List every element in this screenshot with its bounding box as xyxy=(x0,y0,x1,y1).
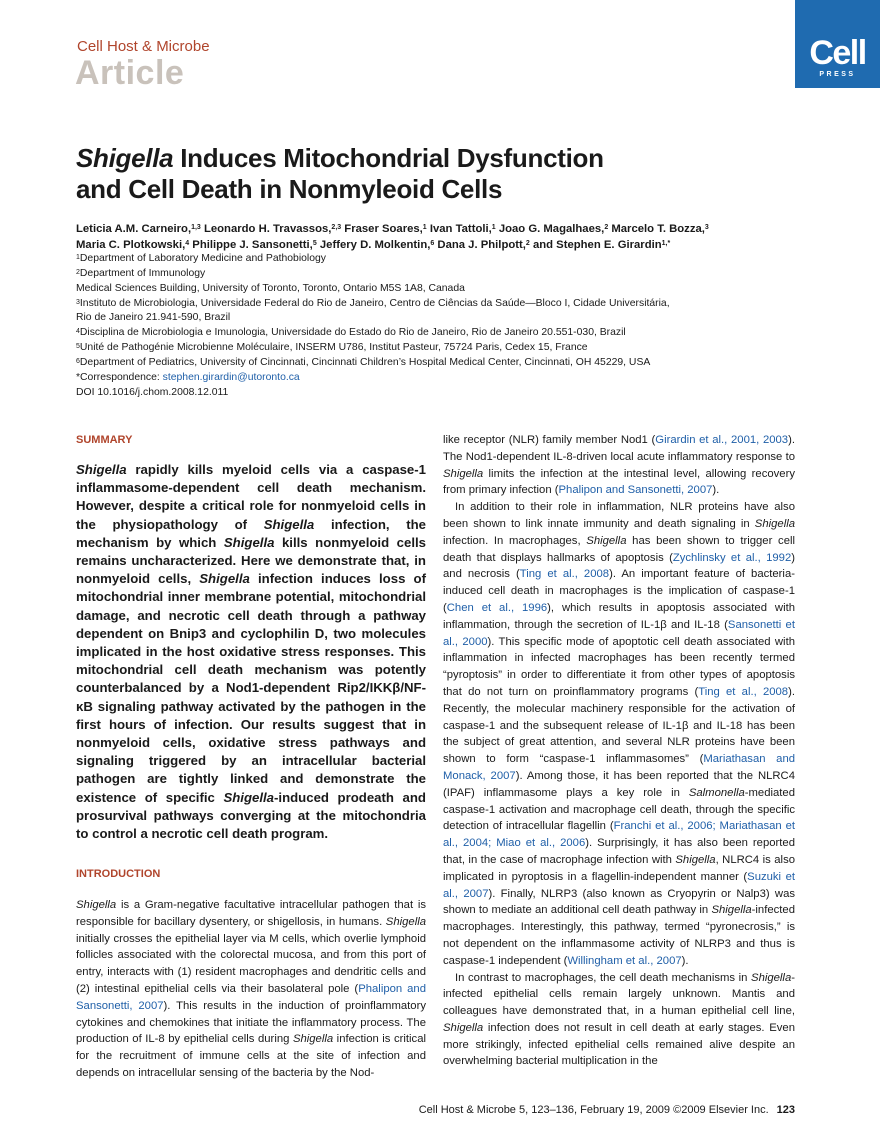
correspondence-email-link[interactable]: stephen.girardin@utoronto.ca xyxy=(162,371,300,383)
author-name: Leonardo H. Travassos, xyxy=(200,223,332,235)
correspondence-label: *Correspondence: xyxy=(76,371,163,383)
article-title xyxy=(76,143,716,205)
author-name: Fraser Soares, xyxy=(341,223,423,235)
affiliation xyxy=(76,282,801,297)
author-affil: 2 xyxy=(604,224,609,231)
logo-sub-text: PRESS xyxy=(819,71,856,78)
author-affil: 3 xyxy=(704,224,709,231)
author-name: Jeffery D. Molkentin, xyxy=(316,239,431,251)
author-affil: 2,3 xyxy=(331,224,342,231)
affil-text: Unité de Pathogénie Microbienne Moléculaire, INSERM U786, Institut Pasteur, 75724 Paris, Cedex 15, France xyxy=(79,342,588,354)
page-number: 123 xyxy=(776,1104,795,1116)
affiliation xyxy=(76,326,801,341)
affiliation xyxy=(76,252,801,267)
journal-name: Cell Host & Microbe xyxy=(77,38,210,55)
author-line-2 xyxy=(76,237,801,253)
author-name: and Stephen E. Girardin xyxy=(529,239,662,251)
title-line1-rest: Induces Mitochondrial Dysfunction xyxy=(173,143,604,173)
author-affil: 1,* xyxy=(661,240,671,247)
author-list xyxy=(76,221,801,253)
introduction-text-right: like receptor (NLR) family member Nod1 (Girardin et al., 2001, 2003). The Nod1-dependent IL-8-driven local acute inflammatory response to Shigella limits the infection at the intestinal level, allowing recovery from primary infection (Phalipon and Sansonetti, 2007). In addition to their role in inflammation, NLR proteins have also been shown to link innate immunity and death signaling in Shigella infection. In macrophages, Shigella has been shown to trigger cell death that displays hallmarks of apoptosis (Zychlinsky et al., 1992) and necrosis (Ting et al., 2008). An important feature of bacteria-induced cell death in macrophages is the implication of caspase-1 (Chen et al., 1996), which results in apoptosis associated with inflammation, through the secretion of IL-1β and IL-18 (Sansonetti et al., 2000). This specific mode of apoptotic cell death associated with inflammation in infected macrophages has been recently termed “pyroptosis” in order to differentiate it from other types of apoptosis that do not turn on proinflammatory programs (Ting et al., 2008). Recently, the molecular machinery responsible for the activation of caspase-1 and the subsequent release of IL-1β and IL-18 has been the subject of great attention, and several NLR proteins have been shown to form “caspase-1 inflammasomes” (Mariathasan and Monack, 2007). Among those, it has been reported that the NLRC4 (IPAF) inflammasome plays a key role in Salmonella-mediated caspase-1 activation and macrophage cell death, through the specific detection of intracellular flagellin (Franchi et al., 2006; Mariathasan et al., 2004; Miao et al., 2006). Surprisingly, it has also been reported that, in the case of macrophage infection with Shigella, NLRC4 is also implicated in pyroptosis in a flagellin-independent manner (Suzuki et al., 2007). Finally, NLRP3 (also known as Cryopyrin or Nalp3) was shown to mediate an additional cell death pathway in Shigella-infected macrophages. Interestingly, this pathway, termed “pyronecrosis,” is not dependent on the inflammasome activity of NLRP3 and thus is caspase-1 independent (Willingham et al., 2007). In contrast to macrophages, the cell death mechanisms in Shigella-infected epithelial cells remain largely unknown. Mantis and colleagues have demonstrated that, in a human epithelial cell line, Shigella infection does not result in cell death at early stages. Even more strikingly, infected epithelial cells remained alive despite an overwhelming bacterial multiplication in the xyxy=(443,434,796,1068)
author-name: Maria C. Plotkowski, xyxy=(76,239,186,251)
author-affil: 6 xyxy=(430,240,435,247)
affil-text: Medical Sciences Building, University of Toronto, Toronto, Ontario M5S 1A8, Canada xyxy=(76,282,465,294)
author-affil: 2 xyxy=(525,240,530,247)
summary-text: Shigella rapidly kills myeloid cells via a caspase-1 inflammasome-dependent cell death mechanism. However, despite a critical role for nonmyeloid cells in the physiopathology of Shigella infection, the mechanism by which Shigella kills nonmyeloid cells remains uncharacterized. Here we demonstrate that, in nonmyeloid cells, Shigella infection induces loss of mitochondrial inner membrane potential, mitochondrial damage, and necrotic cell death through a pathway dependent on Bnip3 and cyclophilin D, two molecules implicated in the host oxidative stress responses. This mitochondrial cell death mechanism was potently counterbalanced by a Nod1-dependent Rip2/IKKβ/NF-κB signaling pathway activated by the pathogen in the first hours of infection. Our results suggest that in nonmyeloid cells, oxidative stress pathways and signaling triggered by an intracellular bacterial pathogen are tightly linked and demonstrate the existence of specific Shigella-induced prodeath and prosurvival pathways converging at the mitochondria to control a necrotic cell death program. xyxy=(76,462,426,842)
affil-number: 2 xyxy=(76,268,80,276)
footer-citation: Cell Host & Microbe 5, 123–136, February 19, 2009 ©2009 Elsevier Inc. xyxy=(418,1104,769,1116)
affil-text: Rio de Janeiro 21.941-590, Brazil xyxy=(76,312,231,324)
affil-text: Instituto de Microbiologia, Universidade Federal do Rio de Janeiro, Centro de Ciências da Saúde—Bloco I, Cidade Universitária, xyxy=(79,297,670,309)
affil-number: 1 xyxy=(76,254,80,261)
author-affil: 4 xyxy=(185,240,190,247)
affil-text: Department of Laboratory Medicine and Pathobiology xyxy=(79,253,326,264)
author-name: Joao G. Magalhaes, xyxy=(495,223,605,235)
introduction-heading: INTRODUCTION xyxy=(76,868,161,880)
summary-heading: SUMMARY xyxy=(76,434,133,446)
author-affil: 1,3 xyxy=(191,224,201,231)
affil-number: 3 xyxy=(76,298,80,306)
affil-text: Department of Pediatrics, University of Cincinnati, Cincinnati Children’s Hospital Medical Center, Cincinnati, OH 45229, USA xyxy=(79,356,651,368)
author-affil: 1 xyxy=(422,224,427,231)
affiliation-list xyxy=(76,252,801,400)
correspondence xyxy=(76,371,801,386)
affiliation xyxy=(76,267,801,282)
author-name: Dana J. Philpott, xyxy=(434,239,526,251)
author-name: Leticia A.M. Carneiro, xyxy=(76,223,192,235)
affiliation xyxy=(76,297,801,312)
author-line-1 xyxy=(76,221,801,237)
page-footer xyxy=(419,1104,795,1116)
logo-main-text: Cell xyxy=(809,34,866,72)
introduction-text-left: Shigella is a Gram-negative facultative intracellular pathogen that is responsible for bacillary dysentery, or shigellosis, in humans. Shigella initially crosses the epithelial layer via M cells, which overlie lymphoid follicles associated with the colorectal mucosa, and from this port of entry, interacts with (1) resident macrophages and dendritic cells and (2) intestinal epithelial cells via their basolateral pole (Phalipon and Sansonetti, 2007). This results in the induction of proinflammatory cytokines and chemokines that initiate the inflammatory process. The production of IL-8 by epithelial cells during Shigella infection is critical for the recruitment of immune cells at the site of infection and depends on intracellular sensing of the bacteria by the Nod- xyxy=(76,899,426,1079)
affil-number: 6 xyxy=(76,357,80,365)
cell-press-logo xyxy=(795,0,880,88)
author-name: Philippe J. Sansonetti, xyxy=(189,239,313,251)
title-italic: Shigella xyxy=(76,143,174,173)
author-affil: 1 xyxy=(491,224,496,231)
affil-number: 4 xyxy=(76,328,80,336)
affiliation xyxy=(76,341,801,356)
article-type: Article xyxy=(75,54,185,92)
author-name: Ivan Tattoli, xyxy=(426,223,492,235)
affil-text: Department of Immunology xyxy=(79,267,206,279)
affiliation xyxy=(76,356,801,371)
author-affil: 5 xyxy=(312,240,317,247)
doi: DOI 10.1016/j.chom.2008.12.011 xyxy=(76,386,229,398)
affil-number: 5 xyxy=(76,343,80,351)
author-name: Marcelo T. Bozza, xyxy=(608,223,705,235)
affiliation xyxy=(76,311,801,326)
affil-text: Disciplina de Microbiologia e Imunologia, Universidade do Estado do Rio de Janeiro, Rio de Janeiro 20.551-030, Brazil xyxy=(79,327,626,339)
title-line2: and Cell Death in Nonmyleoid Cells xyxy=(76,174,503,204)
